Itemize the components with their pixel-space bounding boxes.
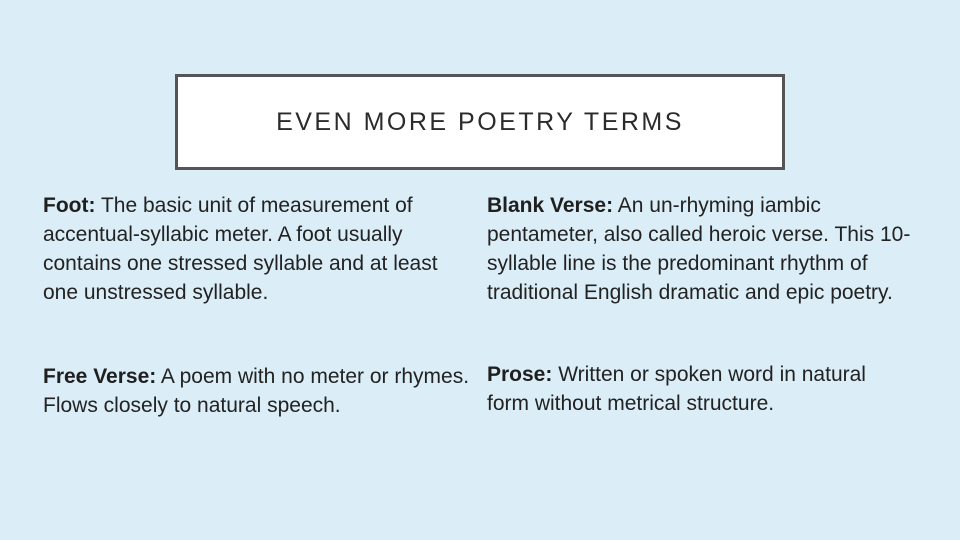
- term-foot-definition: The basic unit of measurement of accentual-syllabic meter. A foot usually contains one stressed syllable and at least one unstressed syllable.: [43, 194, 438, 304]
- term-prose-name: Prose:: [487, 363, 553, 386]
- term-blank-verse: [487, 191, 927, 307]
- term-foot-name: Foot:: [43, 194, 96, 217]
- term-free-verse-name: Free Verse:: [43, 365, 157, 388]
- term-blank-verse-definition: An un-rhyming iambic pentameter, also called heroic verse. This 10-syllable line is the predominant rhythm of traditional English dramatic and epic poetry.: [487, 194, 911, 304]
- term-free-verse: [43, 362, 483, 420]
- term-prose-definition: Written or spoken word in natural form without metrical structure.: [487, 363, 866, 415]
- term-blank-verse-name: Blank Verse:: [487, 194, 614, 217]
- page-title: EVEN MORE POETRY TERMS: [276, 107, 684, 136]
- term-foot: [43, 191, 463, 307]
- term-prose: [487, 360, 907, 418]
- title-box: [175, 74, 785, 170]
- term-free-verse-definition: A poem with no meter or rhymes. Flows closely to natural speech.: [43, 365, 470, 417]
